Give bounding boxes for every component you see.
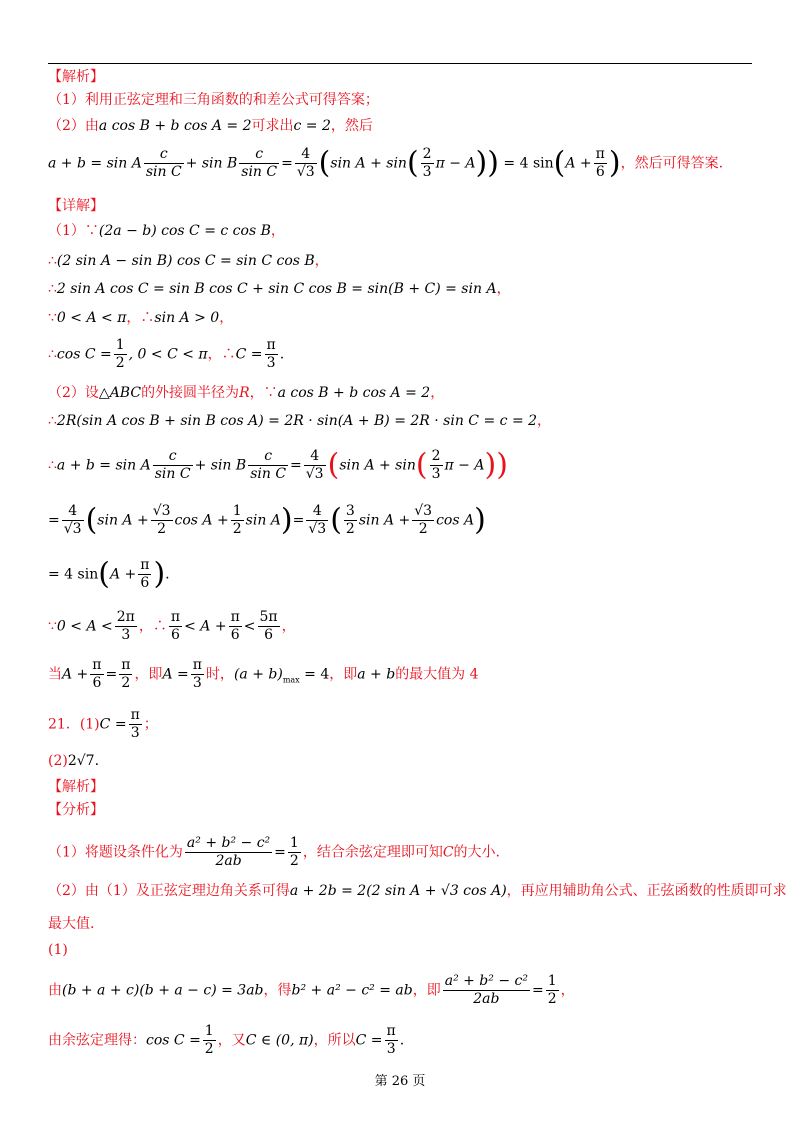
detail-line-12: 当A + $\frac{\pi}{6}$ = $\frac{\pi}{2}$ ，即A = $\frac{\pi}{3}$ 时，$(a + b)_{max} = 4$，即a + b的最大值为 4 bbox=[48, 657, 479, 691]
detail-line-11: ∵0 < A < $\frac{2\pi}{3}$ ，∴ $\frac{\pi}{6}$ < A + $\frac{\pi}{6}$ < $\frac{5\pi}{6}$ ， bbox=[48, 609, 296, 643]
q21-answer-1: 21．(1)C = $\frac{\pi}{3}$ ； bbox=[48, 707, 158, 741]
detail-line-1: （1）∵(2a − b) cos C = c cos B， bbox=[48, 223, 285, 239]
q21-analysis-1: （1）将题设条件化为 $\frac{\text{a² + b² − c²}}{2ab}$ = $\frac{1}{2}$ ，结合余弦定理即可知C的大小. bbox=[48, 835, 500, 869]
detail-line-7: ∴2R(sin A cos B + sin B cos A) = 2R · sin(A + B) = 2R · sin C = c = 2， bbox=[48, 413, 552, 429]
detail-line-9: = $\frac{4}{√3}$ (sin A + $\frac{√3}{2}$ cos A + $\frac{1}{2}$ sin A)= $\frac{4}{√3}$ ( $\frac{3}{2}$ sin A + $\frac{√3}{2}$ cos A) bbox=[48, 502, 486, 538]
q21-section-fenxi: 【分析】 bbox=[48, 802, 104, 818]
q21-analysis-3: 最大值. bbox=[48, 916, 95, 932]
q21-analysis-2: （2）由（1）及正弦定理边角关系可得a + 2b = 2(2 sin A + √3 cos A)，再应用辅助角公式、正弦函数的性质即可求 bbox=[48, 883, 787, 899]
detail-line-5: ∴cos C = $\frac{1}{2}$ , 0 < C < π，∴C = $\frac{\pi}{3}$ . bbox=[48, 337, 285, 371]
q21-step-1: 由(b + a + c)(b + a − c) = 3ab，得b² + a² − c² = ab，即 $\frac{\text{a² + b² − c²}}{2ab}$ = $\frac{1}{2}$ ， bbox=[48, 973, 575, 1007]
q21-step-2: 由余弦定理得：cos C = $\frac{1}{2}$ ，又C ∈ (0, π)，所以C = $\frac{\pi}{3}$ . bbox=[48, 1023, 405, 1057]
detail-line-4: ∵0 < A < π，∴sin A > 0， bbox=[48, 310, 234, 326]
detail-line-6: （2）设△ABC的外接圆半径为R，∵a cos B + b cos A = 2， bbox=[48, 385, 445, 401]
page-number: 第 26 页 bbox=[374, 1074, 426, 1089]
section-xiangjie: 【详解】 bbox=[48, 198, 104, 214]
section-jiexi: 【解析】 bbox=[48, 69, 104, 85]
analysis-line-1: （1）利用正弦定理和三角函数的和差公式可得答案； bbox=[48, 92, 379, 108]
top-rule bbox=[48, 63, 752, 64]
detail-line-10: = 4 sin(A + $\frac{\pi}{6}$ ). bbox=[48, 556, 170, 592]
q21-answer-2: (2)2√7. bbox=[48, 753, 100, 769]
detail-line-8: ∴a + b = sin A $\frac{c}{\text{sin C}}$ + sin B $\frac{c}{\text{sin C}}$ = $\frac{4}{√3}$ (sin A + sin( $\frac{2}{3}$ π − A)) bbox=[48, 447, 508, 483]
analysis-line-3: a + b = sin A $\frac{c}{\text{sin C}}$ + sin B $\frac{c}{\text{sin C}}$ = $\frac{4}{√3}$ (sin A + sin( $\frac{2}{3}$ π − A)) = 4 sin(A + $\frac{\pi}{6}$ )，然后可得答案. bbox=[48, 145, 724, 181]
analysis-line-2: （2）由a cos B + b cos A = 2可求出c = 2，然后 bbox=[48, 118, 373, 134]
detail-line-3: ∴2 sin A cos C = sin B cos C + sin C cos B = sin(B + C) = sin A， bbox=[48, 281, 511, 297]
detail-line-2: ∴(2 sin A − sin B) cos C = sin C cos B， bbox=[48, 253, 329, 269]
q21-part-1: (1) bbox=[48, 942, 68, 958]
q21-section-jiexi: 【解析】 bbox=[48, 779, 104, 795]
